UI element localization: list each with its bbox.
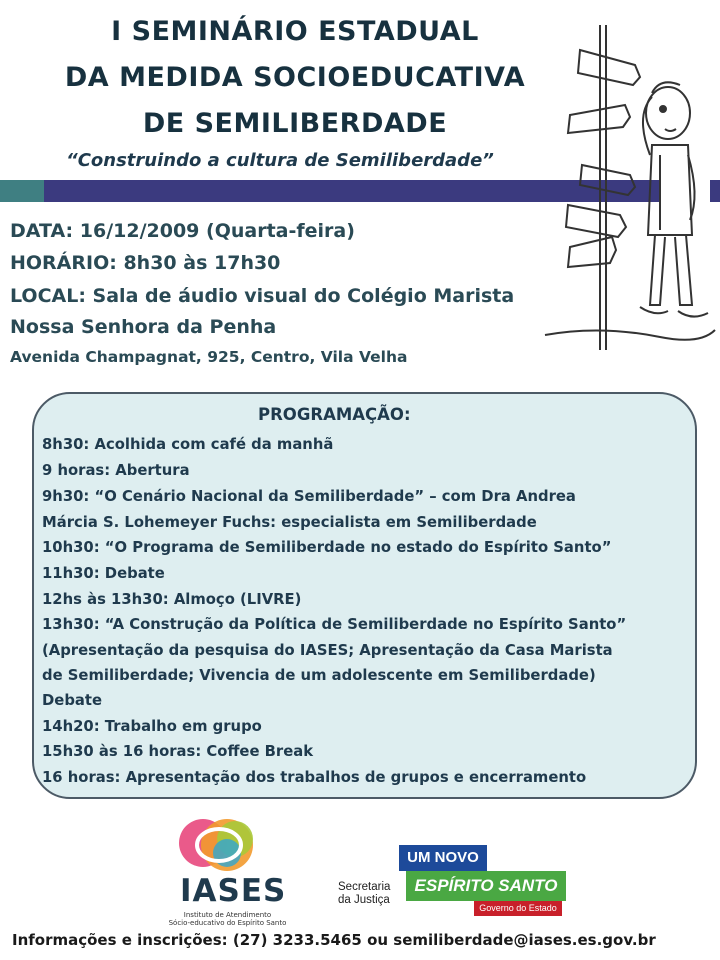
secretaria-line2: da Justiça (338, 894, 390, 906)
event-location-line1: LOCAL: Sala de áudio visual do Colégio Marista (10, 285, 515, 307)
secretaria-logo (338, 881, 390, 907)
program-item: Debate (42, 692, 103, 709)
program-item: Márcia S. Lohemeyer Fuchs: especialista em Semiliberdade (42, 514, 537, 531)
title-line-2: DA MEDIDA SOCIOEDUCATIVA (64, 62, 526, 93)
program-item: 16 horas: Apresentação dos trabalhos de grupos e encerramento (42, 769, 587, 786)
event-location-line2: Nossa Senhora da Penha (10, 316, 277, 338)
decor-bar-teal (0, 180, 44, 202)
governo-logo-espirito-santo: ESPÍRITO SANTO (406, 871, 566, 901)
program-item: 8h30: Acolhida com café da manhã (42, 436, 334, 453)
iases-logo-icon (175, 815, 285, 880)
iases-logo-text: IASES (180, 873, 287, 909)
title-line-3: DE SEMILIBERDADE (142, 108, 448, 139)
event-date: DATA: 16/12/2009 (Quarta-feira) (10, 220, 355, 242)
iases-logo-subtitle (165, 911, 290, 927)
event-address: Avenida Champagnat, 925, Centro, Vila Velha (10, 348, 408, 366)
program-item: 12hs às 13h30: Almoço (LIVRE) (42, 591, 302, 608)
program-item: (Apresentação da pesquisa do IASES; Apresentação da Casa Marista (42, 642, 613, 659)
contact-footer: Informações e inscrições: (27) 3233.5465 ou semiliberdade@iases.es.gov.br (12, 931, 656, 949)
program-item: 15h30 às 16 horas: Coffee Break (42, 743, 314, 760)
governo-logo-governo: Governo do Estado (474, 901, 562, 916)
program-item: 13h30: “A Construção da Política de Semiliberdade no Espírito Santo” (42, 616, 627, 633)
program-item: 9h30: “O Cenário Nacional da Semiliberdade” – com Dra Andrea (42, 488, 576, 505)
program-item: 10h30: “O Programa de Semiliberdade no estado do Espírito Santo” (42, 539, 612, 556)
program-item: 11h30: Debate (42, 565, 165, 582)
program-item: 9 horas: Abertura (42, 462, 190, 479)
program-title: PROGRAMAÇÃO: (258, 405, 411, 424)
governo-logo-um-novo: UM NOVO (399, 845, 487, 871)
subtitle: “Construindo a cultura de Semiliberdade” (66, 150, 494, 171)
program-item: 14h20: Trabalho em grupo (42, 718, 262, 735)
iases-subtitle-line1: Instituto de Atendimento (183, 911, 272, 919)
event-time: HORÁRIO: 8h30 às 17h30 (10, 252, 281, 274)
program-item: de Semiliberdade; Vivencia de um adolescente em Semiliberdade) (42, 667, 596, 684)
title-line-1: I SEMINÁRIO ESTADUAL (111, 16, 479, 47)
signpost-person-illustration (540, 5, 720, 360)
iases-subtitle-line2: Sócio-educativo do Espírito Santo (168, 919, 287, 927)
secretaria-line1: Secretaria (338, 881, 391, 893)
